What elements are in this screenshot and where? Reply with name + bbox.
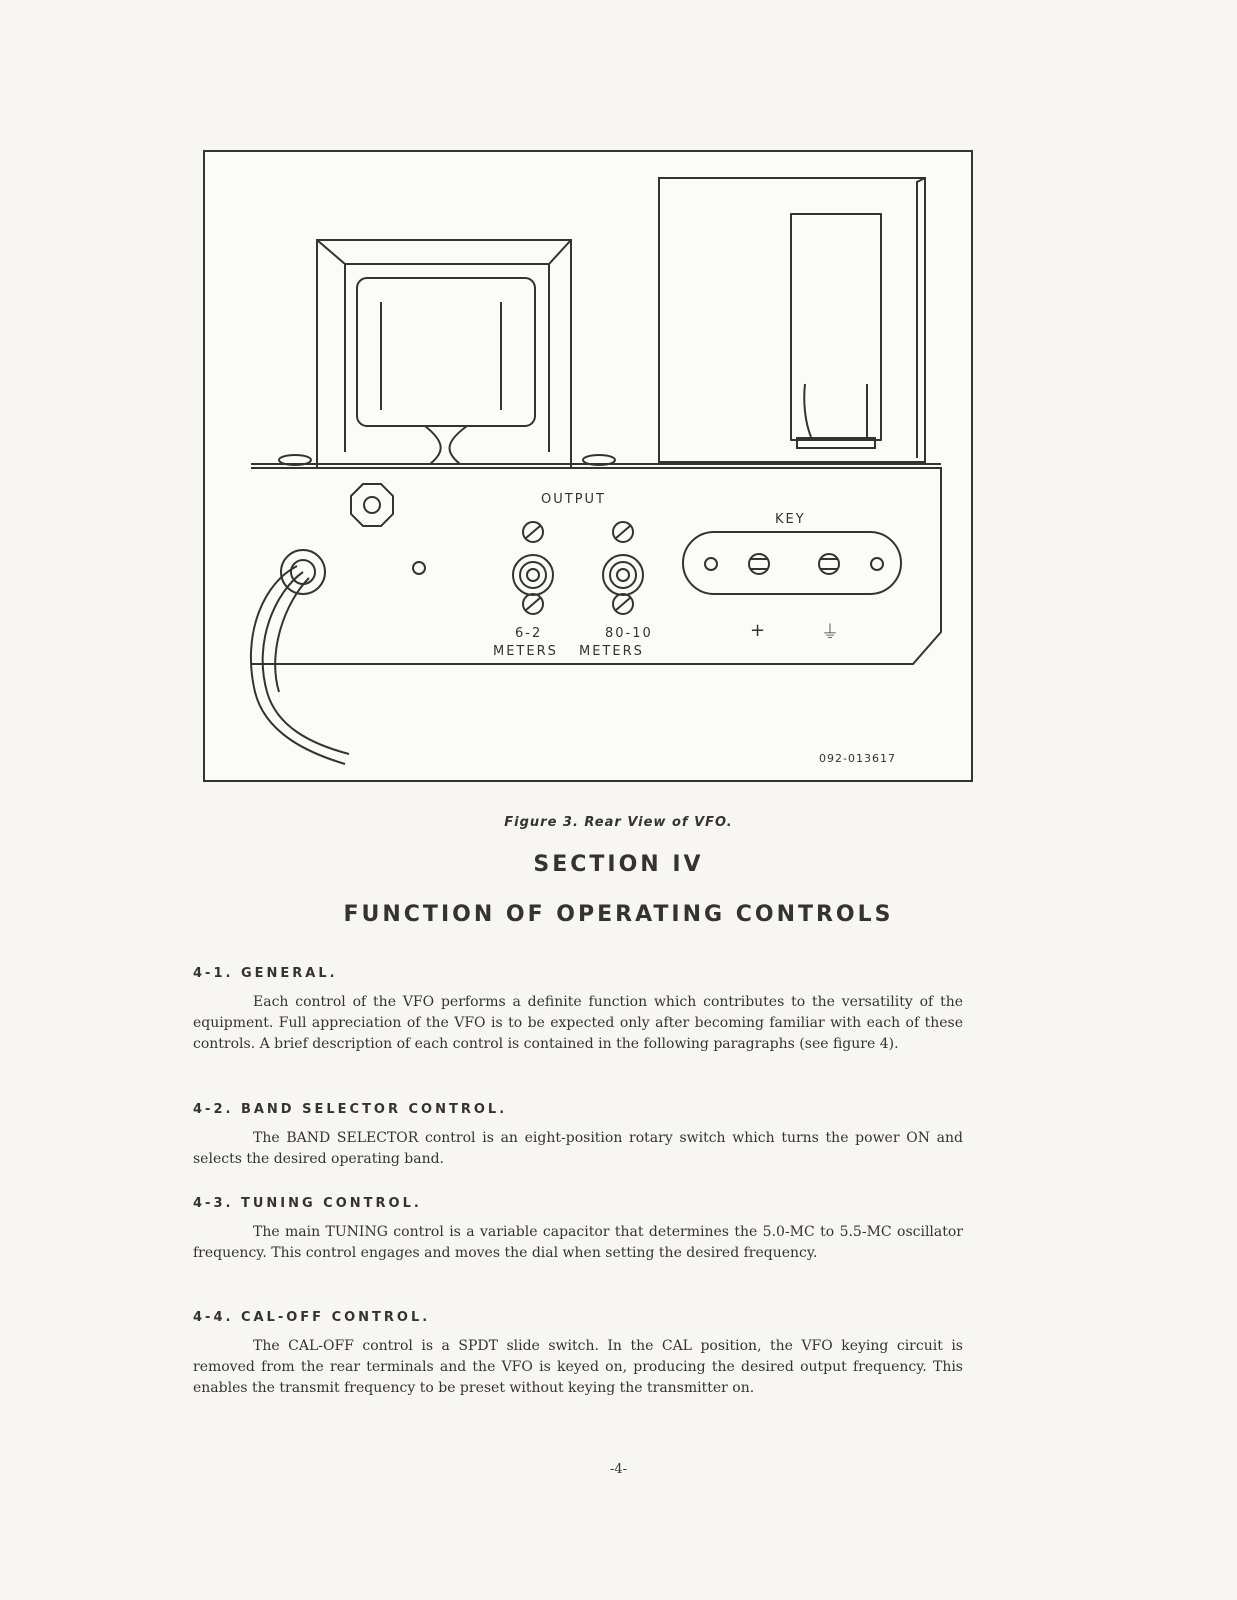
section-number: SECTION IV [533, 852, 704, 877]
ground-terminal-label: ⏚ [821, 622, 841, 643]
figure-rear-view [203, 150, 973, 782]
right-jack-unit-label: METERS [579, 644, 644, 659]
paragraph-body-general: Each control of the VFO performs a definite function which contributes to the versatility of the equipment. Full appreciation of the VFO is to be expected only after becoming familiar with each of these controls. A brief description of each control is contained in the following paragraphs (see figure 4). [193, 994, 963, 1052]
key-label: KEY [775, 512, 806, 527]
paragraph-heading-cal-off: 4-4. CAL-OFF CONTROL. [193, 1310, 431, 1325]
paragraph-body-band-selector: The BAND SELECTOR control is an eight-position rotary switch which turns the power ON and selects the desired operating band. [193, 1130, 963, 1167]
paragraph-heading-tuning: 4-3. TUNING CONTROL. [193, 1196, 422, 1211]
plus-terminal-label: + [750, 620, 768, 641]
page-number: -4- [609, 1462, 628, 1477]
part-number: 092-013617 [819, 752, 896, 765]
left-jack-band-label: 6-2 [515, 626, 543, 641]
output-label: OUTPUT [541, 492, 606, 507]
right-jack-band-label: 80-10 [605, 626, 653, 641]
paragraph-heading-general: 4-1. GENERAL. [193, 966, 338, 981]
paragraph-body-tuning: The main TUNING control is a variable capacitor that determines the 5.0-MC to 5.5-MC oscillator frequency. This control engages and moves the dial when setting the desired frequency. [193, 1224, 963, 1261]
section-title: FUNCTION OF OPERATING CONTROLS [343, 902, 894, 927]
figure-caption: Figure 3. Rear View of VFO. [504, 815, 733, 830]
paragraph-body-cal-off: The CAL-OFF control is a SPDT slide switch. In the CAL position, the VFO keying circuit is removed from the rear terminals and the VFO is keyed on, producing the desired output frequency. This enables the transmit frequency to be preset without keying the transmitter on. [193, 1338, 963, 1396]
left-jack-unit-label: METERS [493, 644, 558, 659]
vfo-rear-illustration [205, 152, 971, 780]
paragraph-heading-band-selector: 4-2. BAND SELECTOR CONTROL. [193, 1102, 508, 1117]
